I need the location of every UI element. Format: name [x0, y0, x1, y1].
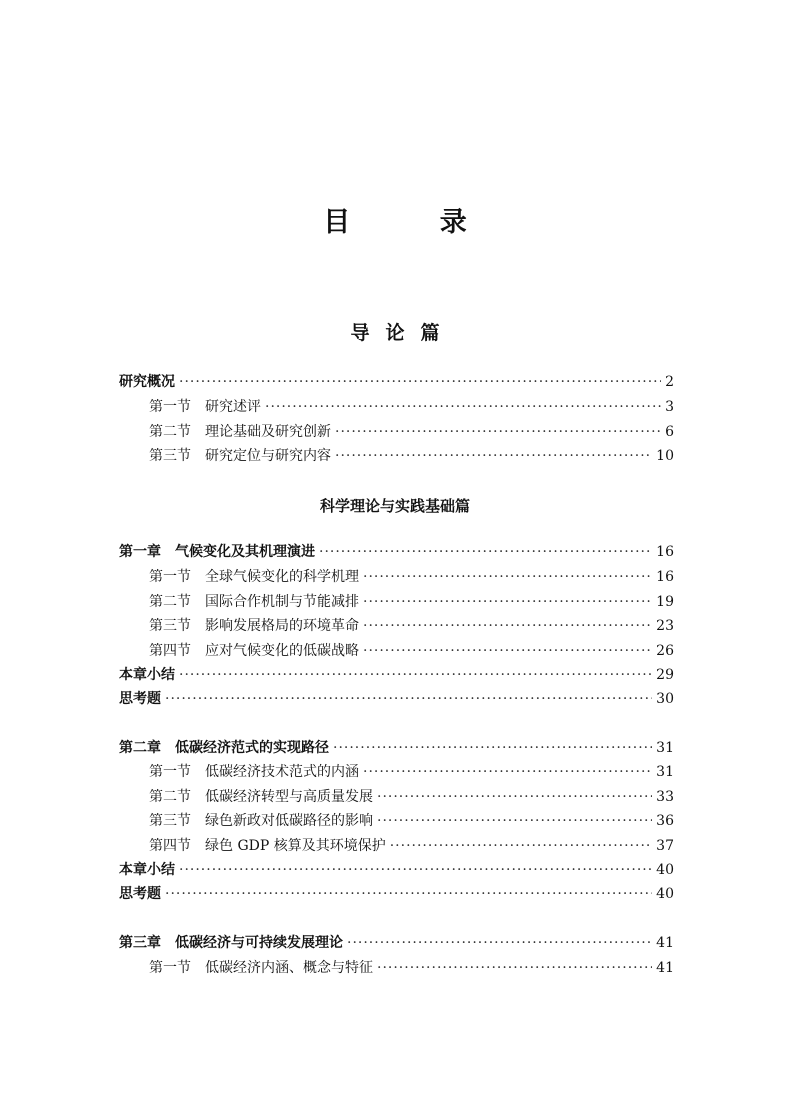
dot-leader: [347, 933, 652, 953]
toc-entry-label: 第三章 低碳经济与可持续发展理论: [119, 935, 343, 951]
dot-leader: [363, 762, 652, 782]
dot-leader: [179, 372, 661, 392]
toc-entry[interactable]: [119, 372, 674, 392]
toc-entry[interactable]: [119, 542, 674, 562]
toc-entry[interactable]: [119, 860, 674, 880]
toc-page-number: 31: [656, 740, 674, 756]
toc-entry-label: 第一节 低碳经济内涵、概念与特征: [149, 960, 373, 976]
toc-entry[interactable]: [149, 958, 674, 978]
toc-entry[interactable]: [149, 811, 674, 831]
dot-leader: [363, 641, 652, 661]
dot-leader: [265, 397, 661, 417]
dot-leader: [333, 738, 652, 758]
toc-entry-label: 第四节 绿色 GDP 核算及其环境保护: [149, 838, 386, 854]
toc-entry[interactable]: [149, 567, 674, 587]
toc-page-number: 37: [656, 838, 674, 854]
toc-page-number: 3: [665, 399, 674, 415]
dot-leader: [390, 836, 652, 856]
toc-entry[interactable]: [149, 422, 674, 442]
toc-entry[interactable]: [119, 933, 674, 953]
dot-leader: [335, 422, 661, 442]
toc-page-number: 10: [656, 448, 674, 464]
toc-page-number: 29: [656, 667, 674, 683]
dot-leader: [363, 567, 652, 587]
toc-entry[interactable]: [149, 836, 674, 856]
toc-entry-label: 第三节 研究定位与研究内容: [149, 448, 331, 464]
toc-page-number: 30: [656, 691, 674, 707]
dot-leader: [179, 860, 652, 880]
toc-entry[interactable]: [119, 884, 674, 904]
section-heading-intro: 导论篇: [350, 322, 456, 344]
toc-entry-label: 本章小结: [119, 667, 175, 683]
toc-page-number: 23: [656, 618, 674, 634]
dot-leader: [179, 665, 652, 685]
toc-entry[interactable]: [149, 762, 674, 782]
toc-entry[interactable]: [119, 738, 674, 758]
toc-entry-label: 第一节 研究述评: [149, 399, 261, 415]
toc-page-number: 40: [656, 862, 674, 878]
dot-leader: [363, 616, 652, 636]
toc-entry-label: 第四节 应对气候变化的低碳战略: [149, 643, 359, 659]
toc-page-number: 6: [665, 424, 674, 440]
page-title: 目 录: [323, 207, 507, 238]
toc-page-number: 26: [656, 643, 674, 659]
toc-page-number: 31: [656, 764, 674, 780]
toc-page-number: 16: [656, 544, 674, 560]
toc-entry-label: 第二节 低碳经济转型与高质量发展: [149, 789, 373, 805]
toc-entry[interactable]: [119, 689, 674, 709]
toc-page-number: 33: [656, 789, 674, 805]
toc-entry[interactable]: [149, 641, 674, 661]
dot-leader: [363, 592, 652, 612]
dot-leader: [335, 446, 652, 466]
toc-entry-label: 第二节 理论基础及研究创新: [149, 424, 331, 440]
toc-entry-label: 本章小结: [119, 862, 175, 878]
toc-entry-label: 第三节 影响发展格局的环境革命: [149, 618, 359, 634]
toc-entry-label: 第二章 低碳经济范式的实现路径: [119, 740, 329, 756]
dot-leader: [319, 542, 652, 562]
toc-entry-label: 第二节 国际合作机制与节能减排: [149, 594, 359, 610]
toc-entry-label: 第一节 低碳经济技术范式的内涵: [149, 764, 359, 780]
toc-entry-label: 第一章 气候变化及其机理演进: [119, 544, 315, 560]
toc-entry-label: 思考题: [119, 691, 161, 707]
dot-leader: [377, 958, 652, 978]
section-heading-science: 科学理论与实践基础篇: [319, 497, 470, 515]
toc-entry[interactable]: [149, 787, 674, 807]
dot-leader: [165, 689, 652, 709]
toc-entry-label: 研究概况: [119, 374, 175, 390]
toc-entry-label: 第一节 全球气候变化的科学机理: [149, 569, 359, 585]
dot-leader: [377, 787, 652, 807]
toc-entry[interactable]: [119, 665, 674, 685]
toc-entry[interactable]: [149, 446, 674, 466]
dot-leader: [377, 811, 652, 831]
toc-entry-label: 第三节 绿色新政对低碳路径的影响: [149, 813, 373, 829]
toc-entry[interactable]: [149, 616, 674, 636]
toc-page-number: 16: [656, 569, 674, 585]
toc-page-number: 36: [656, 813, 674, 829]
toc-entry[interactable]: [149, 592, 674, 612]
toc-entry[interactable]: [149, 397, 674, 417]
toc-page-number: 41: [656, 935, 674, 951]
toc-entry-label: 思考题: [119, 886, 161, 902]
toc-page-number: 40: [656, 886, 674, 902]
dot-leader: [165, 884, 652, 904]
toc-page-number: 19: [656, 594, 674, 610]
toc-page-number: 41: [656, 960, 674, 976]
toc-page-number: 2: [665, 374, 674, 390]
